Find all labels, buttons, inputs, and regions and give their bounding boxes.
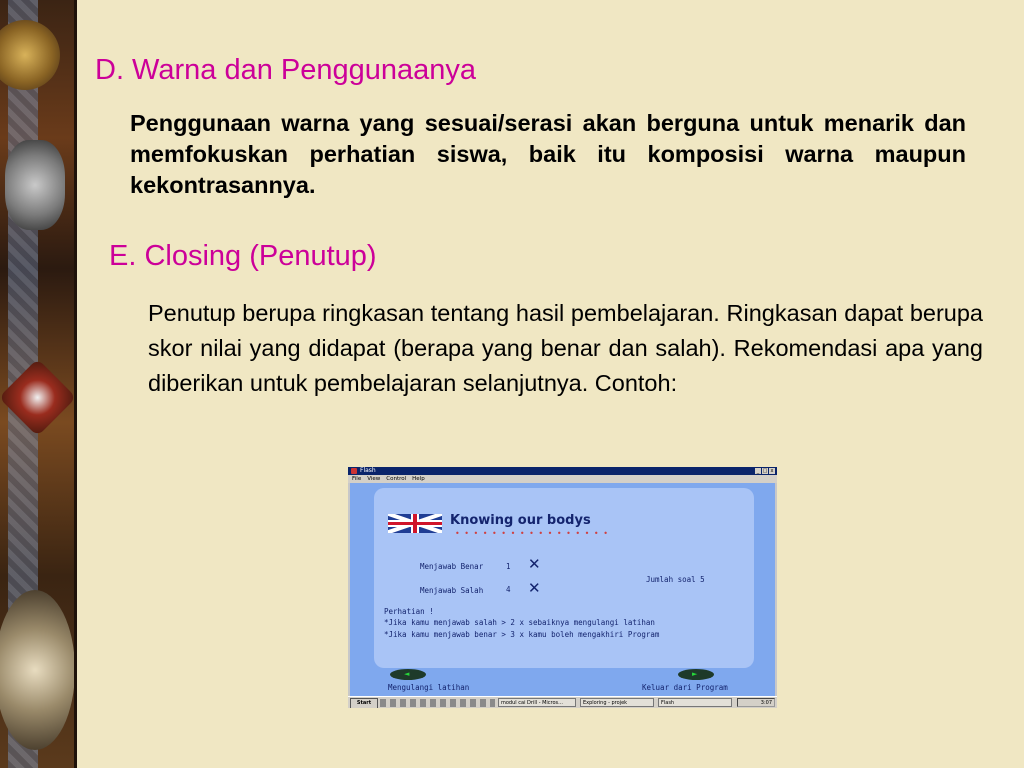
heading-closing: E. Closing (Penutup) bbox=[109, 240, 377, 272]
menu-help[interactable]: Help bbox=[412, 476, 425, 482]
total-questions: Jumlah soal 5 bbox=[646, 575, 705, 584]
repeat-label[interactable]: Mengulangi latihan bbox=[388, 683, 470, 692]
window-titlebar bbox=[348, 467, 777, 475]
uk-flag-icon bbox=[388, 514, 442, 533]
medal-decoration bbox=[5, 140, 65, 230]
decorative-medals-strip bbox=[0, 0, 77, 768]
task-word-document[interactable]: modul cai Drill - Micros... bbox=[498, 698, 576, 707]
minimize-button[interactable]: _ bbox=[756, 468, 760, 474]
left-arrow-icon: ◄ bbox=[404, 670, 410, 678]
right-arrow-icon: ► bbox=[692, 670, 698, 678]
window-title: Flash bbox=[360, 467, 376, 474]
task-explorer[interactable]: Exploring - projek bbox=[580, 698, 654, 707]
windows-taskbar bbox=[348, 696, 777, 708]
flash-stage bbox=[350, 483, 775, 696]
notice-line-2: *Jika kamu menjawab benar > 3 x kamu boleh mengakhiri Program bbox=[384, 630, 660, 639]
quick-launch-icons[interactable] bbox=[380, 699, 495, 707]
lesson-title: Knowing our bodys bbox=[450, 513, 591, 528]
close-button[interactable]: x bbox=[770, 468, 774, 474]
task-flash[interactable]: Flash bbox=[658, 698, 732, 707]
notice-line-1: *Jika kamu menjawab salah > 2 x sebaiknya mengulangi latihan bbox=[384, 618, 655, 627]
wrong-count: 4 bbox=[506, 585, 511, 594]
title-underline-dots: • • • • • • • • • • • • • • • • • bbox=[455, 529, 609, 538]
menu-view[interactable]: View bbox=[367, 476, 381, 482]
notice-title: Perhatian ! bbox=[384, 607, 434, 616]
compass-decoration bbox=[0, 590, 75, 750]
correct-count: 1 bbox=[506, 562, 511, 571]
menu-file[interactable]: File bbox=[352, 476, 362, 482]
correct-label: Menjawab Benar bbox=[420, 562, 484, 571]
system-clock: 3:07 bbox=[737, 698, 775, 707]
paragraph-warna: Penggunaan warna yang sesuai/serasi akan berguna untuk menarik dan memfokuskan perhatian siswa, baik itu komposisi warna maupun kekontrasannya. bbox=[130, 110, 966, 198]
exit-label[interactable]: Keluar dari Program bbox=[642, 683, 728, 692]
back-button[interactable] bbox=[390, 669, 426, 680]
medal-decoration bbox=[0, 20, 60, 90]
heading-warna: D. Warna dan Penggunaanya bbox=[95, 54, 477, 86]
next-button[interactable] bbox=[678, 669, 714, 680]
wrong-cross-icon: ✕ bbox=[528, 579, 541, 597]
paragraph-closing: Penutup berupa ringkasan tentang hasil pembelajaran. Ringkasan dapat berupa skor nilai yang didapat (berapa yang benar dan salah). Rekomendasi apa yang diberikan untuk pembelajaran selanjutnya. Contoh: bbox=[148, 300, 983, 396]
menu-control[interactable]: Control bbox=[386, 476, 407, 482]
menu-bar bbox=[348, 475, 777, 483]
strip-edge bbox=[74, 0, 77, 768]
wrong-label: Menjawab Salah bbox=[420, 586, 484, 595]
flash-window-screenshot bbox=[348, 467, 777, 708]
start-button[interactable]: Start bbox=[350, 698, 378, 708]
correct-cross-icon: ✕ bbox=[528, 555, 541, 573]
flash-icon bbox=[351, 468, 357, 474]
maximize-button[interactable]: □ bbox=[762, 468, 768, 474]
